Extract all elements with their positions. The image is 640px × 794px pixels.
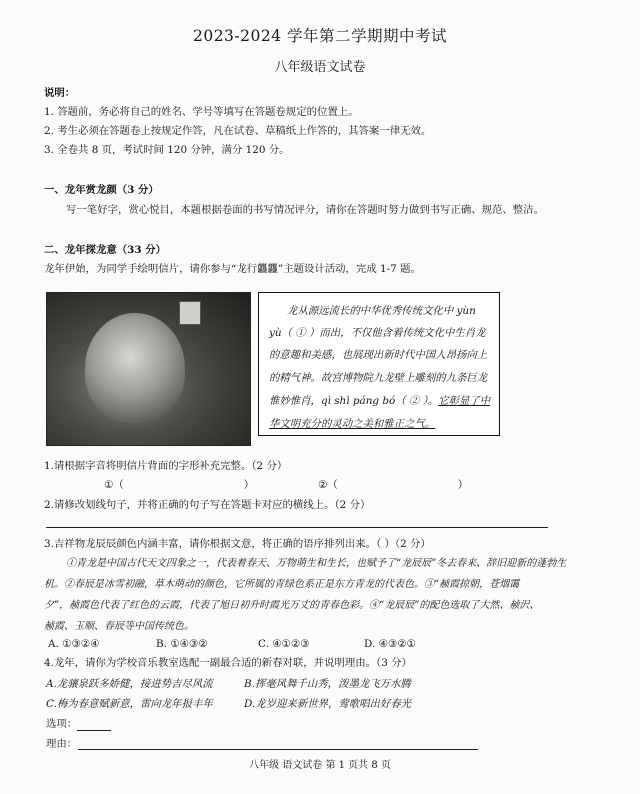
note-item-3: 3. 全卷共 8 页，考试时间 120 分钟，满分 120 分。 [44, 144, 290, 156]
q4-text: 4.龙年，请你为学校音乐教室选配一副最合适的新春对联，并说明理由。（3 分） [44, 657, 412, 669]
postcard-text-box [258, 292, 500, 436]
q4-reason-line[interactable] [78, 749, 478, 750]
note-item-2: 2. 考生必须在答题卷上按规定作答，凡在试卷、草稿纸上作答的，其答案一律无效。 [44, 125, 432, 137]
qr-stamp [179, 301, 201, 325]
exam-subtitle: 八年级语文试卷 [274, 60, 366, 75]
exam-title: 2023-2024 学年第二学期期中考试 [192, 27, 448, 45]
section1-heading: 一、龙年赏龙颜（3 分） [44, 184, 159, 196]
q1-blank-2[interactable] [318, 478, 468, 492]
card-line-5 [269, 392, 490, 407]
notes-heading: 说明： [44, 87, 76, 99]
postcard-photo [46, 292, 251, 446]
q4-choice-row [46, 717, 111, 731]
q1-blank-2-label: ②（ [318, 479, 338, 491]
q1-blank-2-close: ） [457, 479, 469, 491]
q1-blank-1-label: ①（ [104, 479, 124, 491]
q1-text: 1.请根据字音将明信片背面的字形补充完整。（2 分） [44, 460, 288, 472]
section2-intro: 龙年伊始，为同学手绘明信片，请你参与“龙行龘龘”主题设计活动，完成 1-7 题。 [44, 263, 421, 275]
q3-body-line-2: 机。②春辰是冰雪初融，草木萌动的颜色，它所属的青绿色系正是东方青龙的代表色。③“赪霞掠朝，苍烟霭 [44, 579, 520, 590]
q2-text: 2.请修改划线句子，并将正确的句子写在答题卡对应的横线上。（2 分） [44, 499, 371, 511]
section2-heading: 二、龙年探龙意（33 分） [44, 244, 166, 256]
underlined-sentence-part2: 华文明充分的灵动之美和雅正之气。 [269, 418, 436, 430]
q3-body-line-4: 赪霞、玉顺、春辰等中国传统色。 [44, 621, 194, 632]
q4-choice-label: 选项： [46, 718, 78, 730]
q3-option-d[interactable]: D. ④③②① [364, 638, 416, 650]
q1-blank-1[interactable] [104, 478, 254, 492]
q3-body-line-3: 夕”，赪霞色代表了红色的云霞，代表了旭日初升时霞光万丈的青春色彩。④“龙辰辰”的配色选取了大然、赪沢、 [44, 600, 540, 611]
q3-option-a[interactable]: A. ①③②④ [48, 638, 100, 650]
dragon-mascot-image [85, 313, 185, 423]
q4-choice-blank[interactable] [77, 718, 111, 731]
section1-text: 写一笔好字，赏心悦目，本题根据卷面的书写情况评分，请你在答题时努力做到书写正确、规范、整洁。 [66, 204, 544, 216]
q2-answer-line[interactable] [46, 527, 548, 528]
note-item-1: 1. 答题前，务必将自己的姓名、学号等填写在答题卷规定的位置上。 [44, 106, 359, 118]
card-line-4: 的精气神。故宫博物院九龙壁上雕刻的九条巨龙 [269, 372, 488, 384]
q3-body-line-1: ①青龙是中国古代天文四象之一，代表着春天、万物萌生和生长，也赋予了“龙辰辰”冬去春来、辞旧迎新的蓬勃生 [66, 558, 567, 569]
card-line-3: 的意趣和美感，也展现出新时代中国人昂扬向上 [269, 349, 488, 361]
card-line-1: 龙从源远流长的中华优秀传统文化中 yùn [287, 305, 476, 317]
q4-option-a[interactable]: A.龙骧泉跃多娇健，接进势吉尽风流 [46, 678, 213, 690]
q1-blank-1-close: ） [243, 479, 255, 491]
q3-option-c[interactable]: C. ④①②③ [258, 638, 310, 650]
card-line-5-text: 惟妙惟肖，qì shì páng bó（ ② ）。 [269, 395, 439, 407]
q3-text: 3.吉祥物龙辰辰颜色内涵丰富，请你根据文意，将正确的语序排列出来。（ ）（2 分） [44, 538, 431, 550]
q4-option-b[interactable]: B.挥毫风舞千山秀，泼墨龙飞万水腾 [244, 678, 411, 690]
q3-option-b[interactable]: B. ①④③② [156, 638, 208, 650]
page-footer: 八年级 语文试卷 第 1 页共 8 页 [249, 760, 391, 771]
q4-option-c[interactable]: C.梅为春意赋新意，雷向龙年报丰年 [46, 698, 213, 710]
card-line-2: yù（ ① ）而出，不仅他含着传统文化中生肖龙 [269, 327, 486, 339]
q4-option-d[interactable]: D.龙岁迎来新世界，莺歌唱出好春光 [244, 698, 412, 710]
underlined-sentence-part1: 它彰显了中 [438, 395, 491, 407]
q4-reason-label: 理由： [46, 738, 78, 750]
